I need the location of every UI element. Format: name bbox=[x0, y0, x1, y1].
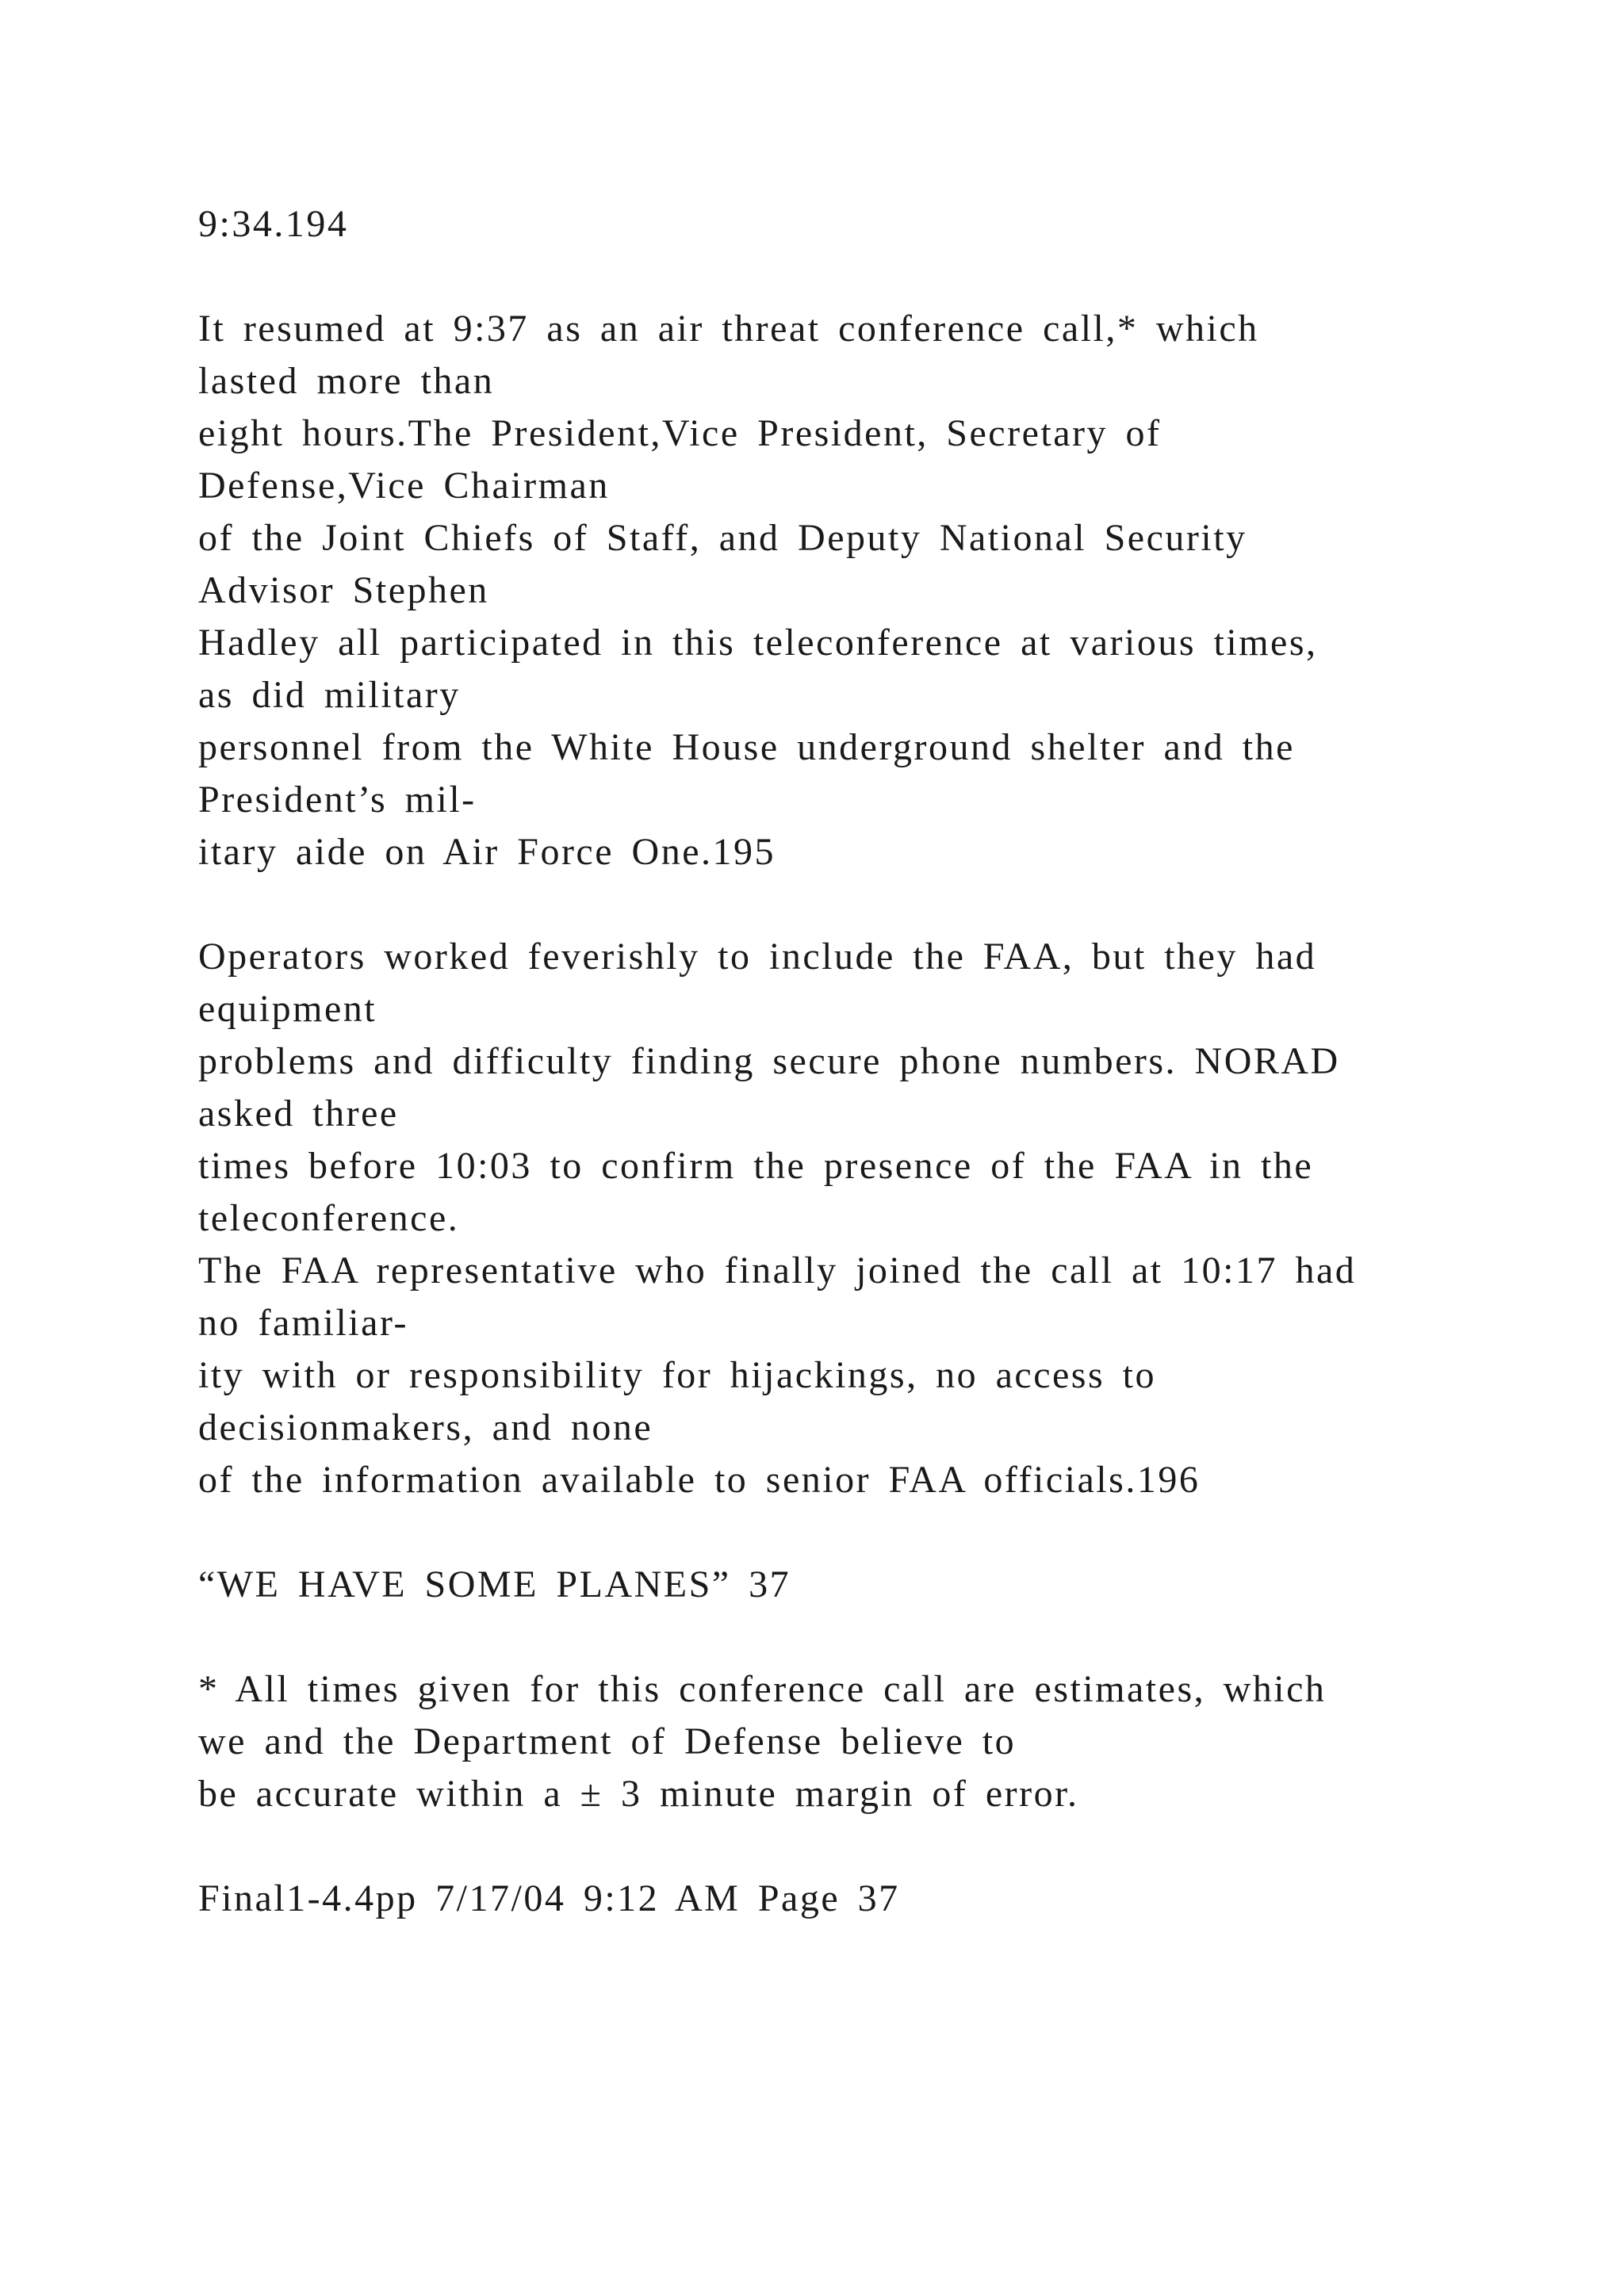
text-line: times before 10:03 to confirm the presence of the FAA in the bbox=[198, 1145, 1314, 1187]
text-line: President’s mil- bbox=[198, 779, 477, 821]
print-footer: Final1-4.4pp 7/17/04 9:12 AM Page 37 bbox=[198, 1877, 900, 1919]
footnote bbox=[198, 1663, 1435, 1820]
spacer bbox=[198, 1611, 1435, 1663]
text-line: Hadley all participated in this teleconference at various times, bbox=[198, 622, 1318, 664]
text-line: teleconference. bbox=[198, 1197, 460, 1239]
text-line: Operators worked feverishly to include the FAA, but they had bbox=[198, 936, 1317, 978]
text-line: as did military bbox=[198, 674, 461, 716]
text-line: eight hours.The President,Vice President, Secretary of bbox=[198, 412, 1162, 454]
text-line: problems and difficulty finding secure phone numbers. NORAD bbox=[198, 1040, 1340, 1082]
text-line: * All times given for this conference call are estimates, which bbox=[198, 1668, 1327, 1710]
paragraph-conference-call bbox=[198, 303, 1435, 878]
text-line: personnel from the White House underground shelter and the bbox=[198, 726, 1295, 768]
spacer bbox=[198, 251, 1435, 303]
page-marker: 9:34.194 bbox=[198, 203, 349, 245]
text-line: decisionmakers, and none bbox=[198, 1406, 653, 1448]
text-line: Advisor Stephen bbox=[198, 569, 489, 611]
running-header: “WE HAVE SOME PLANES” 37 bbox=[198, 1563, 791, 1605]
text-line: Defense,Vice Chairman bbox=[198, 465, 610, 507]
text-line: It resumed at 9:37 as an air threat conference call,* which bbox=[198, 308, 1259, 350]
text-line: equipment bbox=[198, 988, 377, 1030]
text-line: be accurate within a ± 3 minute margin of error. bbox=[198, 1773, 1079, 1815]
text-line: we and the Department of Defense believe to bbox=[198, 1720, 1017, 1762]
text-line: lasted more than bbox=[198, 360, 495, 402]
text-line: The FAA representative who finally joined the call at 10:17 had bbox=[198, 1249, 1357, 1292]
text-line: ity with or responsibility for hijackings, no access to bbox=[198, 1354, 1156, 1396]
text-line: of the Joint Chiefs of Staff, and Deputy National Security bbox=[198, 517, 1247, 559]
text-line: itary aide on Air Force One.195 bbox=[198, 831, 776, 873]
spacer bbox=[198, 1506, 1435, 1559]
text-line: of the information available to senior FAA officials.196 bbox=[198, 1459, 1201, 1501]
paragraph-faa-operators bbox=[198, 931, 1435, 1506]
text-line: no familiar- bbox=[198, 1302, 408, 1344]
spacer bbox=[198, 1820, 1435, 1873]
text-line: asked three bbox=[198, 1093, 399, 1135]
spacer bbox=[198, 878, 1435, 931]
document-page bbox=[198, 198, 1435, 1925]
